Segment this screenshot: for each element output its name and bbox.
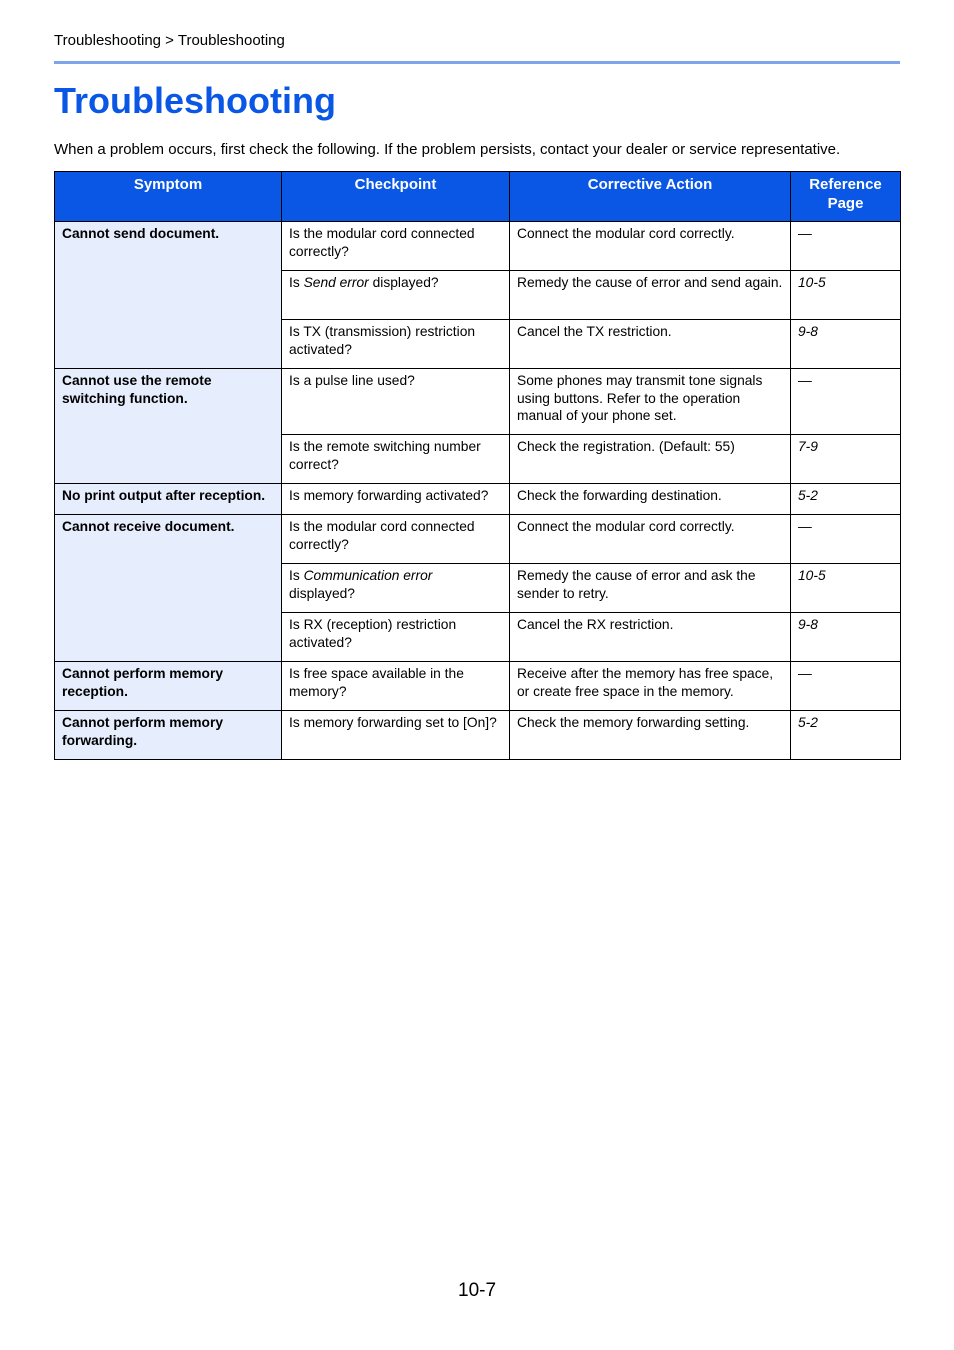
reference-link[interactable]: 7-9 — [791, 435, 901, 484]
action-cell: Check the forwarding destination. — [510, 484, 791, 515]
action-cell: Check the registration. (Default: 55) — [510, 435, 791, 484]
action-cell: Cancel the TX restriction. — [510, 320, 791, 369]
reference-link[interactable]: 9-8 — [791, 320, 901, 369]
symptom-cell: Cannot use the remote switching function. — [55, 369, 282, 484]
header-reference-page: Reference Page — [791, 172, 901, 222]
reference-cell: — — [791, 222, 901, 271]
reference-link[interactable]: 5-2 — [791, 711, 901, 760]
header-checkpoint: Checkpoint — [282, 172, 510, 222]
symptom-cell: Cannot send document. — [55, 222, 282, 369]
reference-link[interactable]: 9-8 — [791, 613, 901, 662]
checkpoint-cell: Is the modular cord connected correctly? — [282, 222, 510, 271]
symptom-cell: No print output after reception. — [55, 484, 282, 515]
reference-link[interactable]: 5-2 — [791, 484, 901, 515]
symptom-cell: Cannot perform memory reception. — [55, 662, 282, 711]
action-cell: Some phones may transmit tone signals using buttons. Refer to the operation manual of your phone set. — [510, 369, 791, 435]
page-number: 10-7 — [458, 1280, 497, 1301]
table-row — [55, 369, 901, 435]
action-cell: Remedy the cause of error and send again. — [510, 271, 791, 320]
table-row — [55, 711, 901, 760]
table-header-row — [55, 172, 901, 222]
action-cell: Receive after the memory has free space, or create free space in the memory. — [510, 662, 791, 711]
action-cell: Remedy the cause of error and ask the sender to retry. — [510, 564, 791, 613]
checkpoint-cell: Is RX (reception) restriction activated? — [282, 613, 510, 662]
reference-link[interactable]: 10-5 — [791, 564, 901, 613]
checkpoint-cell: Is free space available in the memory? — [282, 662, 510, 711]
symptom-cell: Cannot perform memory forwarding. — [55, 711, 282, 760]
checkpoint-cell: Is a pulse line used? — [282, 369, 510, 435]
header-corrective-action: Corrective Action — [510, 172, 791, 222]
symptom-cell: Cannot receive document. — [55, 515, 282, 662]
breadcrumb: Troubleshooting > Troubleshooting — [54, 32, 285, 49]
checkpoint-cell: Is memory forwarding set to [On]? — [282, 711, 510, 760]
reference-cell: — — [791, 662, 901, 711]
action-cell: Check the memory forwarding setting. — [510, 711, 791, 760]
reference-cell: — — [791, 369, 901, 435]
header-symptom: Symptom — [55, 172, 282, 222]
page-title: Troubleshooting — [54, 80, 336, 121]
action-cell: Connect the modular cord correctly. — [510, 222, 791, 271]
table-row — [55, 222, 901, 271]
action-cell: Connect the modular cord correctly. — [510, 515, 791, 564]
table-row — [55, 515, 901, 564]
header-divider — [54, 61, 900, 64]
checkpoint-cell: Is Send error displayed? — [282, 271, 510, 320]
table-row — [55, 484, 901, 515]
checkpoint-cell: Is TX (transmission) restriction activated? — [282, 320, 510, 369]
checkpoint-cell: Is the remote switching number correct? — [282, 435, 510, 484]
checkpoint-cell: Is Communication error displayed? — [282, 564, 510, 613]
checkpoint-cell: Is memory forwarding activated? — [282, 484, 510, 515]
reference-cell: — — [791, 515, 901, 564]
troubleshooting-table — [54, 171, 901, 760]
checkpoint-cell: Is the modular cord connected correctly? — [282, 515, 510, 564]
action-cell: Cancel the RX restriction. — [510, 613, 791, 662]
reference-link[interactable]: 10-5 — [791, 271, 901, 320]
intro-paragraph: When a problem occurs, first check the following. If the problem persists, contact your dealer or service representative. — [54, 141, 841, 158]
table-row — [55, 662, 901, 711]
